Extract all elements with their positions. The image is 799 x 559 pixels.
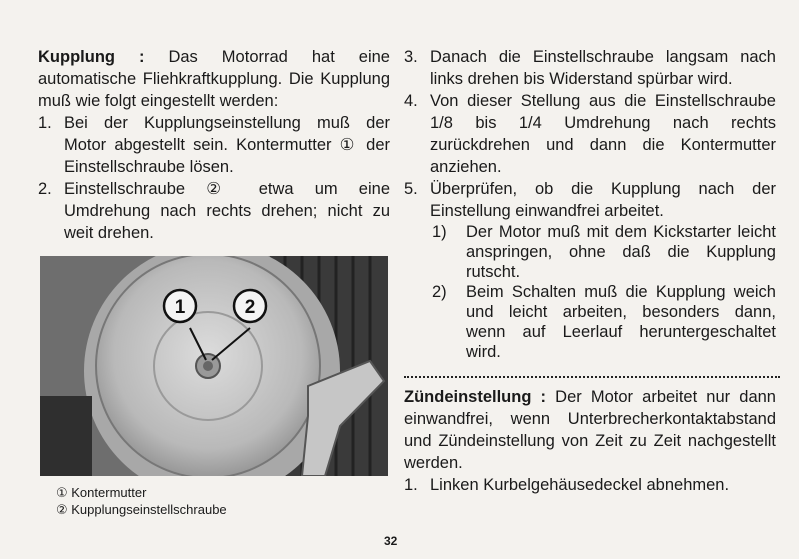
step-number: 4. [404, 92, 418, 110]
substep-number: 1) [432, 223, 447, 241]
section-divider [404, 376, 780, 378]
marker-2: 2 [244, 297, 256, 318]
clutch-illustration [40, 256, 388, 476]
list-item [38, 112, 390, 178]
step-number: 1. [38, 114, 52, 132]
kupplung-substeps [430, 222, 776, 362]
figure-caption [56, 484, 227, 518]
step-number: 1. [404, 476, 418, 494]
kupplung-paragraph [38, 46, 390, 112]
step-text: Danach die Einstellschraube langsam nach links drehen bis Widerstand spürbar wird. [430, 48, 776, 88]
kupplung-heading: Kupplung : [38, 48, 145, 66]
step-text: Bei der Kupplungseinstellung muß der Motor abgestellt sein. Kontermutter ① der Einstellschraube lösen. [64, 114, 390, 176]
caption-kontermutter: ① Kontermutter [56, 485, 147, 500]
step-text: Überprüfen, ob die Kupplung nach der Einstellung einwandfrei arbeitet. [430, 180, 776, 220]
step-number: 3. [404, 48, 418, 66]
step-text: Linken Kurbelgehäusedeckel abnehmen. [430, 476, 730, 494]
kupplung-steps-left [38, 112, 390, 244]
zuendung-intro: Der Motor arbeitet nur dann einwandfrei, wenn Unterbrecherkontaktabstand und Zündeinstellung von Zeit zu Zeit nachgestellt werden. [404, 388, 776, 472]
list-item [430, 282, 776, 362]
step-number: 5. [404, 180, 418, 198]
substep-text: Beim Schalten muß die Kupplung weich und leicht arbeiten, besonders dann, wenn auf Leerlauf heruntergeschaltet wird. [466, 283, 776, 361]
marker-1: 1 [174, 297, 186, 318]
page-number: 32 [384, 534, 398, 548]
right-column [404, 46, 776, 496]
list-item [404, 46, 776, 90]
list-item [404, 474, 776, 496]
left-column [38, 46, 390, 244]
step-text: Einstellschraube ② etwa um eine Umdrehung nach rechts drehen; nicht zu weit drehen. [64, 180, 390, 242]
list-item [404, 178, 776, 362]
kupplung-intro: Das Motorrad hat eine automatische Fliehkraftkupplung. Die Kupplung muß wie folgt eingestellt werden: [38, 48, 390, 110]
list-item [404, 90, 776, 178]
list-item [38, 178, 390, 244]
step-number: 2. [38, 180, 52, 198]
zuendung-heading: Zündeinstellung : [404, 388, 547, 406]
step-text: Von dieser Stellung aus die Einstellschraube 1/8 bis 1/4 Umdrehung nach rechts zurückdrehen und dann die Kontermutter anziehen. [430, 92, 776, 176]
substep-text: Der Motor muß mit dem Kickstarter leicht anspringen, ohne daß die Kupplung rutscht. [466, 223, 776, 281]
caption-einstellschraube: ② Kupplungseinstellschraube [56, 502, 227, 517]
clutch-photo [40, 256, 388, 476]
list-item [430, 222, 776, 282]
substep-number: 2) [432, 283, 447, 301]
zuendung-steps [404, 474, 776, 496]
zuendung-paragraph [404, 386, 776, 474]
kupplung-steps-right [404, 46, 776, 362]
